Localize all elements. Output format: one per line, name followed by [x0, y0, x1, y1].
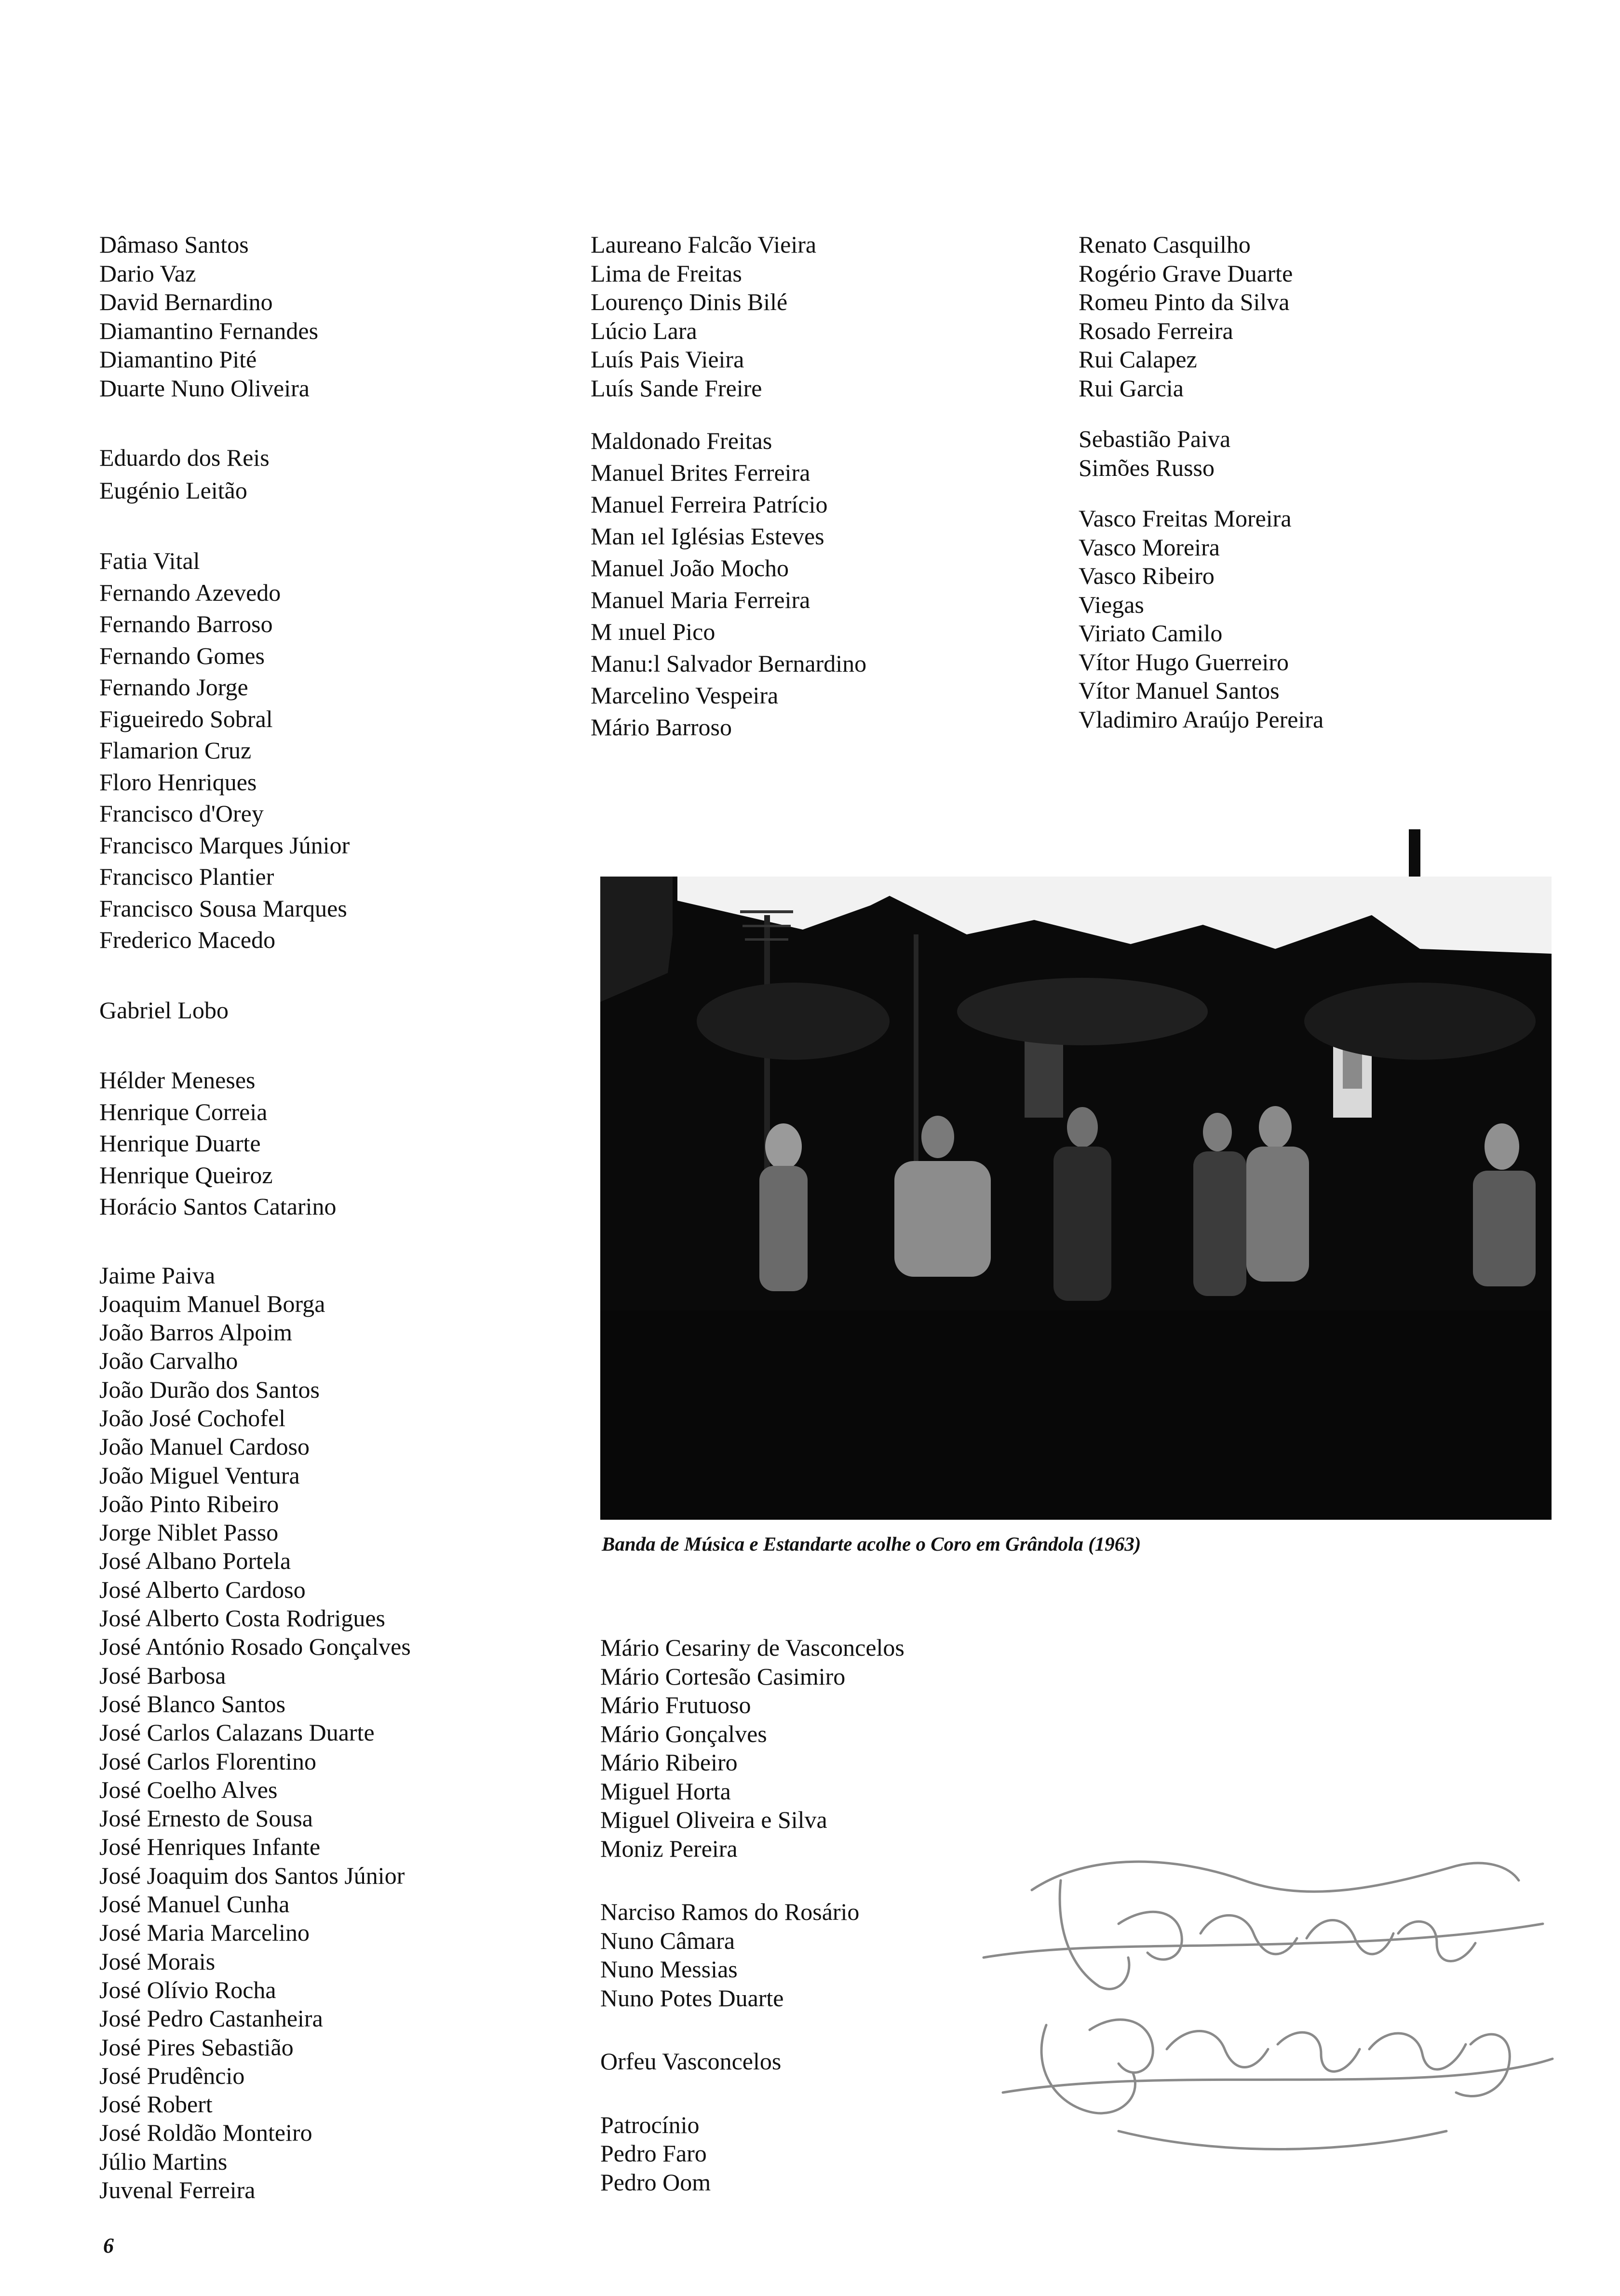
name-entry: Juvenal Ferreira — [99, 2176, 256, 2203]
name-entry: José Albano Portela — [99, 1547, 291, 1575]
name-entry: José Robert — [99, 2091, 213, 2118]
name-entry: Joaquim Manuel Borga — [99, 1290, 325, 1317]
name-entry: João Carvalho — [99, 1347, 238, 1375]
name-group-v — [1079, 504, 1512, 734]
page-number: 6 — [103, 2234, 114, 2257]
name-entry: Marcelino Vespeira — [591, 682, 779, 709]
name-group-e — [99, 441, 533, 507]
photo-pole-top — [1409, 829, 1420, 882]
name-entry: José Pires Sebastião — [99, 2033, 294, 2061]
name-group-h — [99, 1065, 533, 1223]
name-entry: Diamantino Fernandes — [99, 317, 319, 344]
name-entry: Narciso Ramos do Rosário — [600, 1898, 860, 1925]
name-entry: Mário Cortesão Casimiro — [600, 1662, 846, 1690]
name-entry: Manuel Maria Ferreira — [591, 586, 810, 613]
name-entry: Fatia Vital — [99, 547, 200, 574]
name-entry: Fernando Jorge — [99, 674, 248, 701]
name-entry: Man ıel Iglésias Esteves — [591, 523, 824, 550]
name-entry: Vasco Moreira — [1079, 533, 1220, 561]
name-entry: Francisco Marques Júnior — [99, 831, 350, 859]
name-entry: Floro Henriques — [99, 768, 257, 796]
name-entry: Patrocínio — [600, 2111, 700, 2138]
name-entry: João Pinto Ribeiro — [99, 1490, 279, 1517]
name-group-o — [600, 2047, 1025, 2076]
name-entry: Flamarion Cruz — [99, 737, 252, 764]
name-entry: Rogério Grave Duarte — [1079, 259, 1293, 287]
name-entry: Mário Ribeiro — [600, 1749, 738, 1776]
name-entry: Luís Sande Freire — [591, 374, 762, 402]
names-column-middle — [591, 230, 1025, 765]
name-entry: Júlio Martins — [99, 2147, 228, 2175]
name-entry: Renato Casquilho — [1079, 231, 1251, 258]
name-entry: Vladimiro Araújo Pereira — [1079, 705, 1324, 733]
name-entry: Figueiredo Sobral — [99, 705, 273, 732]
name-group-m — [591, 425, 1025, 743]
name-entry: José Henriques Infante — [99, 1833, 321, 1861]
name-entry: Maldonado Freitas — [591, 427, 772, 454]
name-group-p — [600, 2111, 1025, 2197]
name-entry: Manuel Brites Ferreira — [591, 459, 810, 486]
name-entry: Mário Cesariny de Vasconcelos — [600, 1634, 904, 1661]
name-entry: José Coelho Alves — [99, 1776, 278, 1803]
name-entry: José Alberto Costa Rodrigues — [99, 1605, 386, 1632]
name-entry: Francisco d'Orey — [99, 800, 264, 827]
name-entry: Duarte Nuno Oliveira — [99, 374, 310, 402]
name-entry: José Maria Marcelino — [99, 1919, 310, 1946]
name-entry: Fernando Gomes — [99, 642, 265, 669]
name-entry: Dario Vaz — [99, 259, 196, 287]
name-entry: Dâmaso Santos — [99, 231, 249, 258]
name-entry: Francisco Plantier — [99, 863, 274, 890]
name-entry: José António Rosado Gonçalves — [99, 1633, 411, 1661]
name-group-n — [600, 1898, 1025, 2012]
names-column-middle-lower — [600, 1634, 1025, 2231]
name-entry: Mário Barroso — [591, 714, 732, 741]
name-entry: Luís Pais Vieira — [591, 346, 744, 373]
name-entry: Miguel Oliveira e Silva — [600, 1806, 827, 1833]
name-entry: Gabriel Lobo — [99, 996, 229, 1024]
name-entry: José Carlos Florentino — [99, 1747, 316, 1775]
name-entry: Nuno Câmara — [600, 1927, 735, 1954]
name-group-s — [1079, 425, 1512, 482]
name-entry: Mário Gonçalves — [600, 1720, 767, 1747]
name-entry: Pedro Faro — [600, 2140, 707, 2167]
name-entry: Nuno Messias — [600, 1956, 738, 1983]
name-entry: Mário Frutuoso — [600, 1691, 751, 1718]
name-entry: Miguel Horta — [600, 1777, 731, 1805]
name-group-m2 — [600, 1634, 1025, 1863]
name-entry: Fernando Barroso — [99, 610, 273, 637]
name-entry: Vasco Freitas Moreira — [1079, 505, 1292, 532]
name-entry: David Bernardino — [99, 288, 273, 315]
name-entry: Henrique Queiroz — [99, 1161, 273, 1189]
name-entry: João Miguel Ventura — [99, 1461, 300, 1489]
name-entry: José Ernesto de Sousa — [99, 1805, 313, 1832]
name-entry: José Barbosa — [99, 1661, 226, 1689]
name-entry: Sebastião Paiva — [1079, 425, 1231, 452]
name-group-l — [591, 230, 1025, 403]
name-entry: Nuno Potes Duarte — [600, 1984, 784, 2012]
name-entry: José Pedro Castanheira — [99, 2005, 323, 2032]
name-entry: Frederico Macedo — [99, 926, 276, 953]
name-entry: José Carlos Calazans Duarte — [99, 1719, 375, 1746]
name-entry: Eduardo dos Reis — [99, 444, 270, 471]
name-entry: João Barros Alpoim — [99, 1319, 292, 1346]
name-entry: Romeu Pinto da Silva — [1079, 288, 1290, 315]
name-entry: Orfeu Vasconcelos — [600, 2048, 782, 2075]
name-entry: Henrique Correia — [99, 1098, 268, 1125]
name-entry: Lima de Freitas — [591, 259, 742, 287]
names-column-right — [1079, 230, 1512, 756]
name-entry: Vítor Manuel Santos — [1079, 677, 1280, 704]
name-group-d — [99, 230, 533, 403]
name-entry: Fernando Azevedo — [99, 579, 281, 606]
name-entry: Lourenço Dinis Bilé — [591, 288, 788, 315]
name-entry: Henrique Duarte — [99, 1130, 261, 1157]
name-entry: José Prudêncio — [99, 2062, 245, 2089]
name-entry: Jorge Niblet Passo — [99, 1519, 279, 1546]
name-entry: João Manuel Cardoso — [99, 1433, 310, 1460]
name-entry: Pedro Oom — [600, 2168, 711, 2196]
name-entry: João Durão dos Santos — [99, 1376, 320, 1403]
name-group-r — [1079, 230, 1512, 403]
name-entry: Manuel João Mocho — [591, 554, 789, 581]
name-entry: Vítor Hugo Guerreiro — [1079, 648, 1289, 675]
photo-band-and-banner — [600, 877, 1552, 1520]
name-entry: Francisco Sousa Marques — [99, 894, 347, 922]
name-group-g — [99, 995, 533, 1026]
signature-handwritten — [974, 1823, 1562, 2170]
name-entry: Vasco Ribeiro — [1079, 562, 1215, 589]
name-entry: Hélder Meneses — [99, 1067, 256, 1094]
name-group-j — [99, 1261, 533, 2205]
name-entry: José Roldão Monteiro — [99, 2119, 312, 2147]
name-entry: Manu:l Salvador Bernardino — [591, 650, 867, 677]
name-entry: Horácio Santos Catarino — [99, 1193, 337, 1220]
name-entry: Simões Russo — [1079, 454, 1215, 481]
photo-image — [600, 877, 1552, 1520]
name-entry: Manuel Ferreira Patrício — [591, 491, 828, 518]
name-entry: José Joaquim dos Santos Júnior — [99, 1862, 405, 1889]
name-entry: Viriato Camilo — [1079, 620, 1223, 647]
name-entry: José Olívio Rocha — [99, 1976, 276, 2003]
name-entry: João José Cochofel — [99, 1404, 286, 1432]
name-entry: Diamantino Pité — [99, 346, 257, 373]
name-entry: Rosado Ferreira — [1079, 317, 1233, 344]
name-entry: José Blanco Santos — [99, 1690, 286, 1717]
names-column-left — [99, 230, 533, 2243]
name-entry: Jaime Paiva — [99, 1261, 216, 1289]
signature-drawing — [974, 1823, 1562, 2170]
name-entry: José Manuel Cunha — [99, 1891, 290, 1918]
name-entry: M ınuel Pico — [591, 618, 716, 645]
name-entry: Lúcio Lara — [591, 317, 697, 344]
photo-caption: Banda de Música e Estandarte acolhe o Coro em Grândola (1963) — [602, 1533, 1141, 1555]
name-entry: Eugénio Leitão — [99, 477, 247, 504]
name-entry: Rui Calapez — [1079, 346, 1197, 373]
name-entry: Laureano Falcão Vieira — [591, 231, 817, 258]
name-group-f — [99, 545, 533, 956]
name-entry: Rui Garcia — [1079, 374, 1184, 402]
name-entry: Moniz Pereira — [600, 1835, 738, 1862]
name-entry: José Alberto Cardoso — [99, 1576, 306, 1603]
name-entry: José Morais — [99, 1947, 216, 1975]
name-entry: Viegas — [1079, 591, 1144, 618]
